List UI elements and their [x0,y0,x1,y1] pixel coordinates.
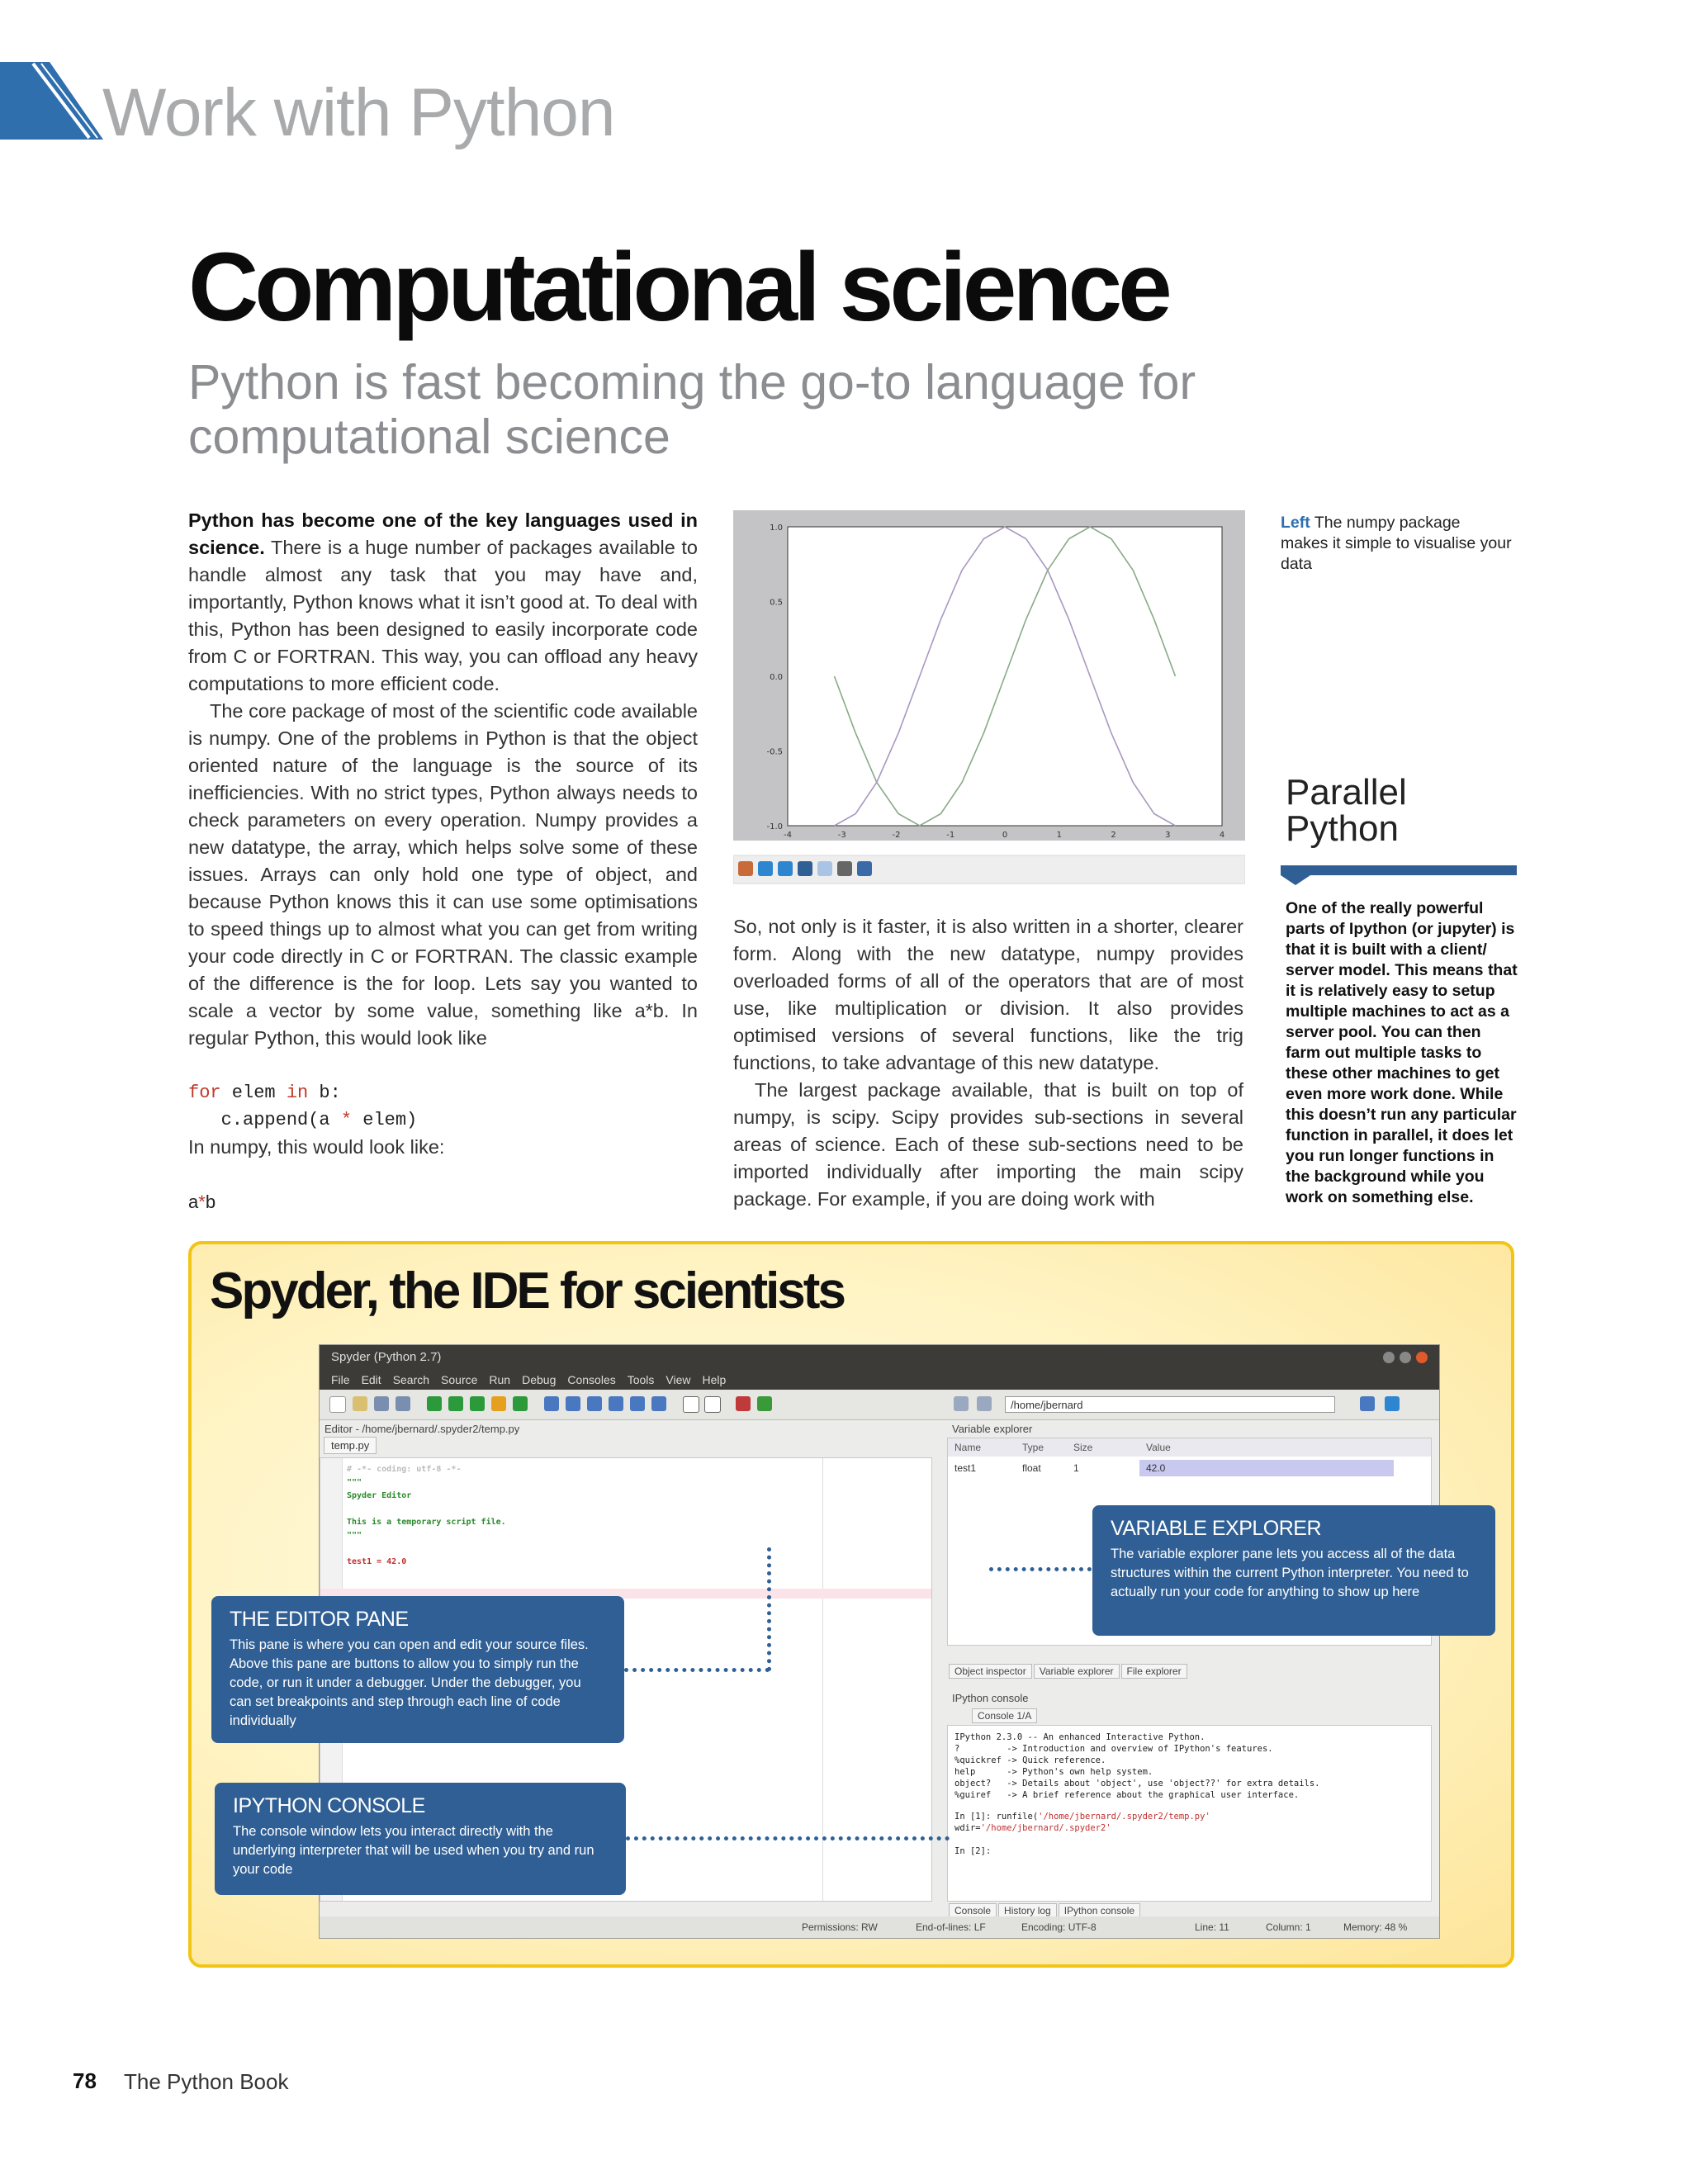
numpy-intro-line: In numpy, this would look like: [188,1136,445,1158]
save-icon[interactable] [857,861,872,876]
console-input-line: In [1]: runfile('/home/jbernard/.spyder2/temp.py' [954,1812,1210,1822]
page-number: 78 [73,2068,97,2093]
paragraph: So, not only is it faster, it is also written in a shorter, clearer form. Along with the new datatype, numpy provides overloaded forms of all of the operators that are of most use, like multiplication or division. It also provides optimised versions of several functions, like the trig functions, to take advantage of this new datatype. [733,916,1243,1073]
menu-source[interactable]: Source [441,1373,478,1386]
status-eol: End-of-lines: LF [916,1921,986,1933]
console-tab[interactable]: Console 1/A [972,1708,1039,1723]
run-icon[interactable] [427,1396,442,1411]
editor-code-line: """ [347,1531,362,1540]
callout-ipython-console: IPYTHON CONSOLE The console window lets you interact directly with the underlying interpreter that will be used when you try and run your code [215,1783,626,1895]
open-file-icon[interactable] [353,1396,367,1411]
inspector-tab[interactable]: Object inspector [949,1664,1032,1679]
back-icon[interactable] [954,1396,969,1411]
run-cell-advance-icon[interactable] [470,1396,485,1411]
menu-run[interactable]: Run [489,1373,511,1386]
menu-view[interactable]: View [666,1373,691,1386]
article-title: Computational science [188,233,1168,342]
console-prompt[interactable]: In [2]: [954,1846,992,1856]
step-icon[interactable] [566,1396,580,1411]
pan-icon[interactable] [798,861,812,876]
menu-consoles[interactable]: Consoles [567,1373,616,1386]
editor-code-line: # -*- coding: utf-8 -*- [347,1465,462,1474]
x-tick-label: -3 [837,831,846,840]
y-tick-label: 1.0 [770,523,783,533]
sidebar-divider [1281,865,1517,885]
back-icon[interactable] [758,861,773,876]
inspector-tabs [949,1664,1189,1679]
step-return-icon[interactable] [609,1396,623,1411]
run-cell-icon[interactable] [448,1396,463,1411]
status-encoding: Encoding: UTF-8 [1021,1921,1097,1933]
run-selection-icon[interactable] [491,1396,506,1411]
paragraph: The largest package available, that is built on top of numpy, is scipy. Scipy provides sub-sections in several areas of science. Each of these sub-sections need to be imported individually after importing the main scipy package. For example, if you are doing work with [733,1079,1243,1210]
console-bottom-tab[interactable]: IPython console [1059,1903,1140,1918]
variable-explorer-columns [948,1438,1431,1457]
article-subtitle: Python is fast becoming the go-to language for computational science [188,355,1196,464]
fullscreen-icon[interactable] [704,1396,721,1413]
x-tick-label: 1 [1056,831,1062,840]
code-line: c.append(a * elem) [188,1110,418,1130]
console-bottom-tab[interactable]: History log [998,1903,1057,1918]
menu-bar [320,1370,1439,1390]
spyder-box-title: Spyder, the IDE for scientists [210,1263,844,1319]
variable-cell: 1 [1073,1462,1079,1474]
variable-cell: float [1022,1462,1041,1474]
y-tick-label: -1.0 [766,822,783,831]
preferences-icon[interactable] [736,1396,751,1411]
column-header[interactable]: Type [1022,1442,1044,1453]
image-caption: Left The numpy package makes it simple to visualise your data [1281,514,1512,573]
menu-tools[interactable]: Tools [627,1373,655,1386]
console-input-line: wdir='/home/jbernard/.spyder2' [954,1823,1111,1833]
maximize-icon[interactable] [1400,1352,1411,1363]
console-line: ? -> Introduction and overview of IPython's features. [954,1744,1273,1754]
inspector-tab[interactable]: Variable explorer [1034,1664,1120,1679]
code-line: for elem in b: [188,1083,341,1103]
callout-connector [989,1567,1092,1571]
zoom-icon[interactable] [817,861,832,876]
editor-code-line: This is a temporary script file. [347,1518,506,1527]
y-tick-label: 0.5 [770,598,783,608]
callout-connector [767,1547,771,1671]
window-titlebar [320,1345,1439,1370]
body-column-2 [733,913,1243,1213]
section-flag-graphic [0,62,107,140]
editor-code-line: Spyder Editor [347,1491,412,1500]
x-tick-label: 4 [1219,831,1225,840]
editor-tab[interactable]: temp.py [324,1437,377,1454]
callout-connector [624,1668,770,1672]
variable-cell: 42.0 [1139,1460,1394,1476]
ipython-console-pane[interactable] [947,1725,1432,1902]
x-tick-label: 0 [1002,831,1008,840]
y-tick-label: 0.0 [770,673,783,682]
console-line: help -> Python's own help system. [954,1767,1153,1777]
variable-explorer-header: Variable explorer [952,1423,1033,1435]
sidebar-title: Parallel Python [1286,772,1407,849]
status-permissions: Permissions: RW [802,1921,878,1933]
callout-variable-explorer: VARIABLE EXPLORER The variable explorer pane lets you access all of the data structures within the current Python interpreter. You need to actually run your code for anything to show up here [1092,1505,1495,1636]
save-icon[interactable] [374,1396,389,1411]
step-into-icon[interactable] [587,1396,602,1411]
close-icon[interactable] [1416,1352,1428,1363]
forward-icon[interactable] [778,861,793,876]
status-line: Line: 11 [1195,1921,1229,1933]
configure-icon[interactable] [837,861,852,876]
x-tick-label: 3 [1165,831,1171,840]
callout-connector [626,1836,950,1841]
body-column-1 [188,507,698,1215]
status-bar [320,1916,1439,1938]
lead-text: Python has become one of the key languages used in science. [188,509,698,558]
ipython-console-header: IPython console [952,1692,1029,1704]
debug-icon[interactable] [544,1396,559,1411]
browse-folder-icon[interactable] [1360,1396,1375,1411]
variable-row[interactable] [948,1460,1431,1476]
x-tick-label: 2 [1111,831,1116,840]
paragraph: There is a huge number of packages available to handle almost any task that you may have and, importantly, Python knows what it isn’t good at. To deal with this, Python has been designed to easily incorporate code from C or FORTRAN. This way, you can offload any heavy computations to more efficient code. [188,537,698,694]
column-header[interactable]: Name [954,1442,982,1453]
sidebar-text: One of the really powerful parts of Ipython (or jupyter) is that it is built with a client/ server model. This means that it is relatively easy to setup multiple machines to act as a server pool. You can then farm out multiple tasks to these other machines to get even more work done. While this doesn’t run any particular function in parallel, it does let you run longer functions in the background while you work on something else. [1286,899,1518,1206]
column-header[interactable]: Size [1073,1442,1093,1453]
minimize-icon[interactable] [1383,1352,1395,1363]
status-memory: Memory: 48 % [1343,1921,1408,1933]
menu-debug[interactable]: Debug [522,1373,557,1386]
python-path-icon[interactable] [757,1396,772,1411]
console-bottom-tab[interactable]: Console [949,1903,997,1918]
working-directory-input[interactable]: /home/jbernard [1005,1396,1335,1413]
numpy-plot [733,510,1245,890]
maximize-pane-icon[interactable] [683,1396,699,1413]
inspector-tab[interactable]: File explorer [1121,1664,1187,1679]
menu-file[interactable]: File [331,1373,350,1386]
window-title: Spyder (Python 2.7) [331,1350,442,1364]
continue-icon[interactable] [630,1396,645,1411]
new-file-icon[interactable] [329,1396,346,1413]
console-line: IPython 2.3.0 -- An enhanced Interactive Python. [954,1732,1205,1742]
console-line: %guiref -> A brief reference about the graphical user interface. [954,1790,1300,1800]
publication-name: The Python Book [124,2069,289,2094]
stop-icon[interactable] [651,1396,666,1411]
editor-code-line: test1 = 42.0 [347,1557,407,1566]
section-title: Work with Python [102,75,615,150]
menu-edit[interactable]: Edit [361,1373,381,1386]
parent-directory-icon[interactable] [1385,1396,1400,1411]
editor-code-line: """ [347,1478,362,1487]
y-tick-label: -0.5 [766,747,783,757]
console-line: %quickref -> Quick reference. [954,1755,1106,1765]
callout-editor-pane: THE EDITOR PANE This pane is where you can open and edit your source files. Above this pane are buttons to allow you to simply run the code, or run it under a debugger. Under the debugger, you can set breakpoints and step through each line of code individually [211,1596,624,1743]
column-header[interactable]: Value [1146,1442,1171,1453]
forward-icon[interactable] [977,1396,992,1411]
home-icon[interactable] [738,861,753,876]
paragraph: The core package of most of the scientific code available is numpy. One of the problems in Python is that the object oriented nature of the language is the source of its inefficiencies. With no strict types, Python always needs to check parameters on every operation. Numpy provides a new datatype, the array, which helps solve some of these issues. Arrays can only hold one type of object, and because Python knows this it can use some optimisations to speed things up to almost what you can get from writing your code directly in C or FORTRAN. The classic example of the difference is the for loop. Lets say you wanted to scale a vector by some value, something like a*b. In regular Python, this would look like [188,700,698,1049]
editor-pane-header: Editor - /home/jbernard/.spyder2/temp.py [324,1423,520,1435]
edge-line [822,1458,823,1901]
rerun-icon[interactable] [513,1396,528,1411]
variable-cell: test1 [954,1462,977,1474]
main-toolbar [320,1390,1439,1420]
save-all-icon[interactable] [396,1396,410,1411]
x-tick-label: -1 [946,831,955,840]
menu-search[interactable]: Search [392,1373,430,1386]
x-tick-label: -2 [892,831,901,840]
console-line: object? -> Details about 'object', use 'object??' for extra details. [954,1779,1320,1788]
code-line: a*b [188,1191,216,1212]
x-tick-label: -4 [784,831,792,840]
menu-help[interactable]: Help [702,1373,727,1386]
status-column: Column: 1 [1266,1921,1311,1933]
